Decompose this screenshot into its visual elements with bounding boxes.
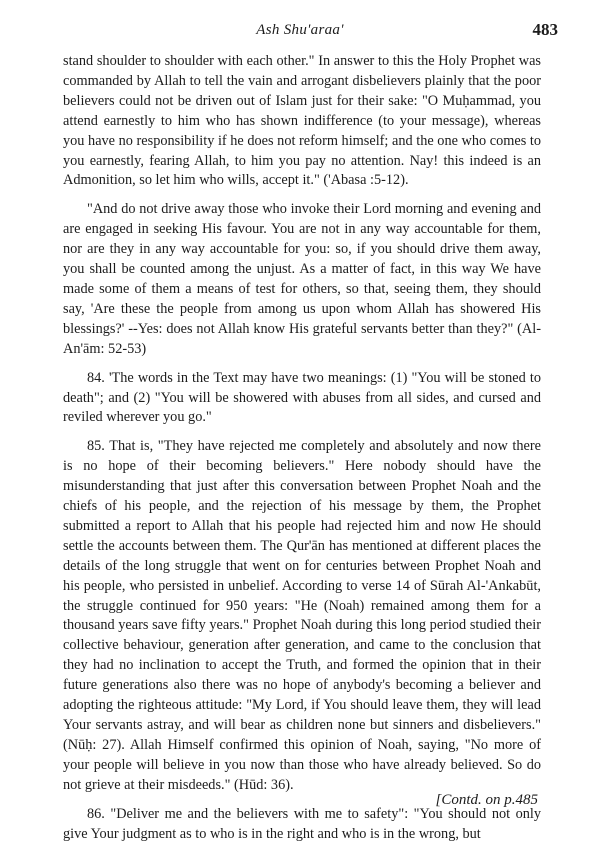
note-85: 85. That is, "They have rejected me completely and absolutely and now there is no hope of their becoming believers." Here nobody should have the misunderstanding that just after this conversation between Prophet Noah and the chiefs of his people, and the rejection of his message by them, the Prophet submitted a report to Allah that his people had rejected him and now He should settle the accounts between them. The Qur'ān has mentioned at different places the details of the long struggle that went on for centuries between Prophet Noah and his people, who persisted in unbelief. According to verse 14 of Sūrah Al-'Ankabūt, the struggle continued for 950 years: "He (Noah) remained among them for a thousand years save fifty years." Prophet Noah during this long period studied their collective behaviour, generation after generation, and came to the conclusion that they had no inclination to accept the Truth, and formed the opinion that in their future generations also there was no hope of anybody's becoming a believer and adopting the righteous attitude: "My Lord, if You should leave them, they will lead Your servants astray, and will bear as children none but sinners and disbelievers." (Nūḥ: 27). Allah Himself confirmed this opinion of Noah, saying, "No more of your people will believe in you now than those who have already believed. So do not grieve at their misdeeds." (Hūd: 36). bbox=[63, 438, 541, 793]
note-86: 86. "Deliver me and the believers with me to safety": "You should not only give Your judgment as to who is in the right and who is in the wrong, but bbox=[63, 805, 541, 842]
paragraph-continuation: stand shoulder to shoulder with each other." In answer to this the Holy Prophet was commanded by Allah to tell the vain and arrogant disbelievers plainly that the poor believers could not be driven out of Islam just for their sake: "O Muḥammad, you attend earnestly to him who has shown indifference (to your message), whereas you have no responsibility if he does not reform himself; and the one who comes to you earnestly, fearing Allah, to him you pay no attention. Nay! this indeed is an Admonition, so let him who wills, accept it." ('Abasa :5-12). bbox=[63, 53, 541, 189]
paragraph-quote-al-anam: "And do not drive away those who invoke their Lord morning and evening and are engaged in seeking His favour. You are not in any way accountable for them, nor are they in any way accountable for you: so, if you should drive them away, you shall be counted among the unjust. As a matter of fact, in this way We have made some of them a means of test for others, so that, seeing them, they should say, 'Are these the people from among us upon whom Allah has showered His blessings?' --Yes: does not Allah know His grateful servants better than they?" (Al-An'ām: 52-53) bbox=[63, 201, 541, 357]
body-text bbox=[63, 52, 541, 844]
note-84: 84. 'The words in the Text may have two meanings: (1) "You will be stoned to death"; and (2) "You will be showered with abuses from all sides, and cursed and reviled wherever you go." bbox=[63, 369, 541, 426]
page-header bbox=[0, 22, 600, 44]
running-title: Ash Shu'araa' bbox=[256, 22, 344, 38]
page-number: 483 bbox=[532, 20, 558, 39]
continuation-note: [Contd. on p.485 bbox=[435, 792, 538, 808]
